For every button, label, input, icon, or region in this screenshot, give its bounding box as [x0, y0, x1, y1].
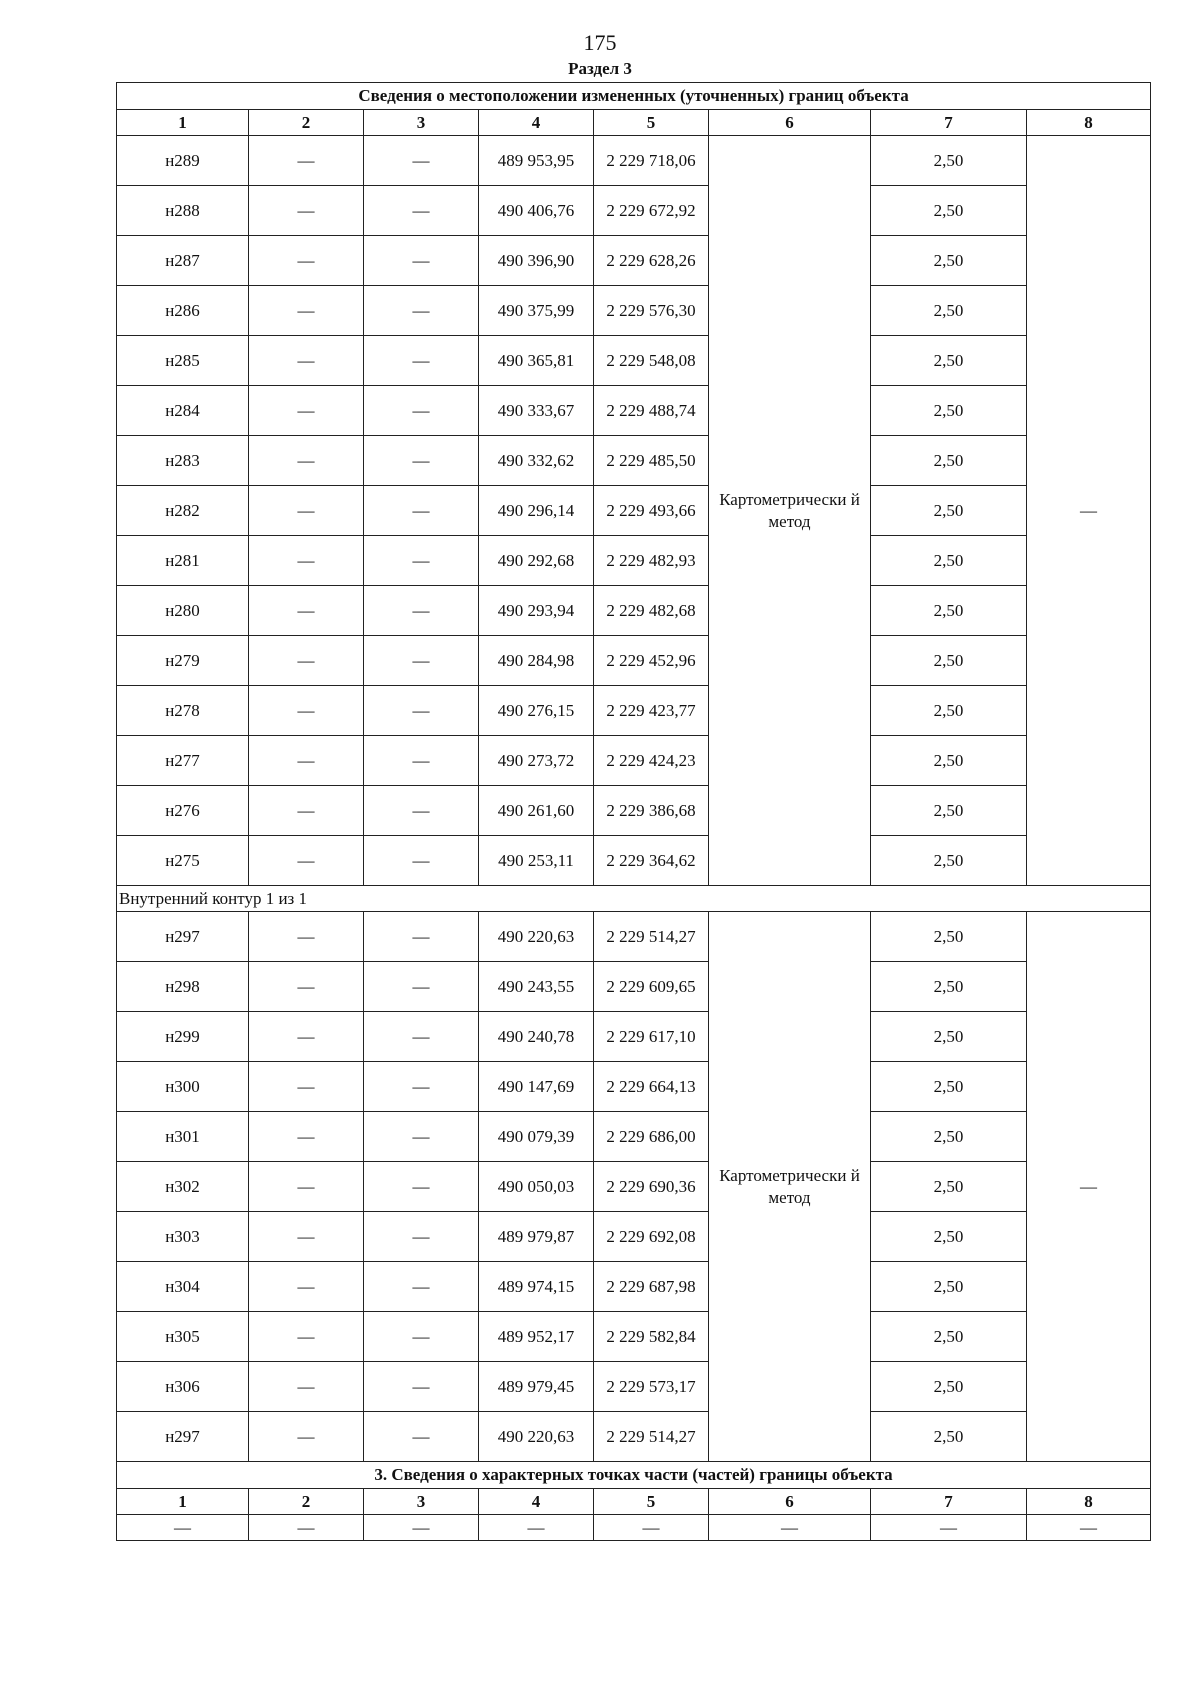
accuracy-cell: 2,50: [871, 962, 1027, 1012]
col3-cell: —: [364, 836, 479, 886]
empty-cell: —: [709, 1515, 871, 1541]
table-row: [117, 836, 1151, 886]
col3-cell: —: [364, 962, 479, 1012]
table-row: [117, 786, 1151, 836]
col2-cell: —: [249, 136, 364, 186]
y-coordinate-cell: 2 229 514,27: [594, 1412, 709, 1462]
sub-column-header-2: 2: [249, 1489, 364, 1515]
table-row: [117, 1012, 1151, 1062]
boundary-table: [116, 82, 1151, 1541]
sub-column-header-1: 1: [117, 1489, 249, 1515]
accuracy-cell: 2,50: [871, 786, 1027, 836]
col2-cell: —: [249, 286, 364, 336]
point-name-cell: н276: [117, 786, 249, 836]
y-coordinate-cell: 2 229 617,10: [594, 1012, 709, 1062]
col3-cell: —: [364, 1112, 479, 1162]
empty-parts-row: [117, 1515, 1151, 1541]
col2-cell: —: [249, 536, 364, 586]
x-coordinate-cell: 489 953,95: [479, 136, 594, 186]
accuracy-cell: 2,50: [871, 1112, 1027, 1162]
point-name-cell: н304: [117, 1262, 249, 1312]
x-coordinate-cell: 489 979,45: [479, 1362, 594, 1412]
x-coordinate-cell: 490 050,03: [479, 1162, 594, 1212]
accuracy-cell: 2,50: [871, 536, 1027, 586]
table-row: [117, 1212, 1151, 1262]
y-coordinate-cell: 2 229 514,27: [594, 912, 709, 962]
point-name-cell: н277: [117, 736, 249, 786]
x-coordinate-cell: 490 296,14: [479, 486, 594, 536]
y-coordinate-cell: 2 229 386,68: [594, 786, 709, 836]
x-coordinate-cell: 490 375,99: [479, 286, 594, 336]
point-name-cell: н280: [117, 586, 249, 636]
table-row: [117, 286, 1151, 336]
col2-cell: —: [249, 1112, 364, 1162]
col2-cell: —: [249, 636, 364, 686]
table-row: [117, 386, 1151, 436]
x-coordinate-cell: 490 273,72: [479, 736, 594, 786]
column-header-7: 7: [871, 110, 1027, 136]
y-coordinate-cell: 2 229 582,84: [594, 1312, 709, 1362]
col3-cell: —: [364, 536, 479, 586]
y-coordinate-cell: 2 229 692,08: [594, 1212, 709, 1262]
table-row: [117, 736, 1151, 786]
table-row: [117, 1112, 1151, 1162]
x-coordinate-cell: 490 406,76: [479, 186, 594, 236]
col3-cell: —: [364, 1412, 479, 1462]
table-row: [117, 962, 1151, 1012]
col2-cell: —: [249, 1212, 364, 1262]
section-title: Раздел 3: [568, 59, 632, 78]
col3-cell: —: [364, 186, 479, 236]
col2-cell: —: [249, 186, 364, 236]
point-name-cell: н297: [117, 1412, 249, 1462]
table-row: [117, 336, 1151, 386]
col2-cell: —: [249, 962, 364, 1012]
x-coordinate-cell: 490 292,68: [479, 536, 594, 586]
col3-cell: —: [364, 1062, 479, 1112]
col3-cell: —: [364, 786, 479, 836]
empty-cell: —: [1027, 1515, 1151, 1541]
empty-cell: —: [594, 1515, 709, 1541]
table-row: [117, 686, 1151, 736]
col2-cell: —: [249, 586, 364, 636]
point-name-cell: н281: [117, 536, 249, 586]
column-header-row: [117, 110, 1151, 136]
y-coordinate-cell: 2 229 485,50: [594, 436, 709, 486]
accuracy-cell: 2,50: [871, 636, 1027, 686]
x-coordinate-cell: 490 261,60: [479, 786, 594, 836]
col2-cell: —: [249, 336, 364, 386]
x-coordinate-cell: 490 333,67: [479, 386, 594, 436]
col3-cell: —: [364, 736, 479, 786]
sub-header-row: [117, 1489, 1151, 1515]
point-name-cell: н305: [117, 1312, 249, 1362]
col2-cell: —: [249, 236, 364, 286]
page-number: 175: [583, 30, 617, 55]
accuracy-cell: 2,50: [871, 486, 1027, 536]
col3-cell: —: [364, 912, 479, 962]
point-name-cell: н275: [117, 836, 249, 886]
point-name-cell: н288: [117, 186, 249, 236]
sub-column-header-6: 6: [709, 1489, 871, 1515]
point-name-cell: н298: [117, 962, 249, 1012]
empty-cell: —: [249, 1515, 364, 1541]
table-row: [117, 912, 1151, 962]
y-coordinate-cell: 2 229 672,92: [594, 186, 709, 236]
point-name-cell: н287: [117, 236, 249, 286]
point-name-cell: н306: [117, 1362, 249, 1412]
table-row: [117, 1312, 1151, 1362]
point-name-cell: н285: [117, 336, 249, 386]
point-name-cell: н302: [117, 1162, 249, 1212]
col2-cell: —: [249, 386, 364, 436]
y-coordinate-cell: 2 229 482,93: [594, 536, 709, 586]
col3-cell: —: [364, 136, 479, 186]
x-coordinate-cell: 490 079,39: [479, 1112, 594, 1162]
x-coordinate-cell: 490 293,94: [479, 586, 594, 636]
col8-cell: —: [1027, 136, 1151, 886]
point-name-cell: н289: [117, 136, 249, 186]
accuracy-cell: 2,50: [871, 1162, 1027, 1212]
col2-cell: —: [249, 1012, 364, 1062]
col3-cell: —: [364, 436, 479, 486]
table-row: [117, 636, 1151, 686]
point-name-cell: н300: [117, 1062, 249, 1112]
col2-cell: —: [249, 1362, 364, 1412]
col2-cell: —: [249, 836, 364, 886]
sub-column-header-8: 8: [1027, 1489, 1151, 1515]
table-row: [117, 486, 1151, 536]
x-coordinate-cell: 490 365,81: [479, 336, 594, 386]
col2-cell: —: [249, 436, 364, 486]
table-row: [117, 1262, 1151, 1312]
column-header-8: 8: [1027, 110, 1151, 136]
col2-cell: —: [249, 1412, 364, 1462]
table-row: [117, 1362, 1151, 1412]
accuracy-cell: 2,50: [871, 1262, 1027, 1312]
accuracy-cell: 2,50: [871, 286, 1027, 336]
y-coordinate-cell: 2 229 424,23: [594, 736, 709, 786]
table-title: Сведения о местоположении измененных (уточненных) границ объекта: [117, 83, 1151, 110]
point-name-cell: н283: [117, 436, 249, 486]
col3-cell: —: [364, 1212, 479, 1262]
x-coordinate-cell: 490 220,63: [479, 912, 594, 962]
col2-cell: —: [249, 786, 364, 836]
col3-cell: —: [364, 586, 479, 636]
x-coordinate-cell: 490 284,98: [479, 636, 594, 686]
accuracy-cell: 2,50: [871, 586, 1027, 636]
method-cell: Картометрически й метод: [709, 136, 871, 886]
table-title-row: [117, 83, 1151, 110]
x-coordinate-cell: 490 220,63: [479, 1412, 594, 1462]
sub-column-header-7: 7: [871, 1489, 1027, 1515]
accuracy-cell: 2,50: [871, 1412, 1027, 1462]
y-coordinate-cell: 2 229 573,17: [594, 1362, 709, 1412]
y-coordinate-cell: 2 229 628,26: [594, 236, 709, 286]
column-header-5: 5: [594, 110, 709, 136]
table-row: [117, 236, 1151, 286]
accuracy-cell: 2,50: [871, 1312, 1027, 1362]
col2-cell: —: [249, 912, 364, 962]
y-coordinate-cell: 2 229 364,62: [594, 836, 709, 886]
point-name-cell: н297: [117, 912, 249, 962]
y-coordinate-cell: 2 229 493,66: [594, 486, 709, 536]
x-coordinate-cell: 490 396,90: [479, 236, 594, 286]
accuracy-cell: 2,50: [871, 436, 1027, 486]
accuracy-cell: 2,50: [871, 386, 1027, 436]
accuracy-cell: 2,50: [871, 912, 1027, 962]
table-row: [117, 186, 1151, 236]
x-coordinate-cell: 490 147,69: [479, 1062, 594, 1112]
accuracy-cell: 2,50: [871, 736, 1027, 786]
accuracy-cell: 2,50: [871, 136, 1027, 186]
y-coordinate-cell: 2 229 609,65: [594, 962, 709, 1012]
point-name-cell: н278: [117, 686, 249, 736]
y-coordinate-cell: 2 229 452,96: [594, 636, 709, 686]
accuracy-cell: 2,50: [871, 1012, 1027, 1062]
col3-cell: —: [364, 1312, 479, 1362]
empty-cell: —: [364, 1515, 479, 1541]
accuracy-cell: 2,50: [871, 236, 1027, 286]
point-name-cell: н299: [117, 1012, 249, 1062]
column-header-2: 2: [249, 110, 364, 136]
accuracy-cell: 2,50: [871, 336, 1027, 386]
sub-column-header-5: 5: [594, 1489, 709, 1515]
point-name-cell: н279: [117, 636, 249, 686]
point-name-cell: н301: [117, 1112, 249, 1162]
col3-cell: —: [364, 486, 479, 536]
table-row: [117, 536, 1151, 586]
column-header-3: 3: [364, 110, 479, 136]
x-coordinate-cell: 490 276,15: [479, 686, 594, 736]
column-header-4: 4: [479, 110, 594, 136]
x-coordinate-cell: 490 240,78: [479, 1012, 594, 1062]
col3-cell: —: [364, 286, 479, 336]
y-coordinate-cell: 2 229 488,74: [594, 386, 709, 436]
y-coordinate-cell: 2 229 548,08: [594, 336, 709, 386]
sub-column-header-3: 3: [364, 1489, 479, 1515]
col8-cell: —: [1027, 912, 1151, 1462]
accuracy-cell: 2,50: [871, 836, 1027, 886]
accuracy-cell: 2,50: [871, 1062, 1027, 1112]
accuracy-cell: 2,50: [871, 186, 1027, 236]
y-coordinate-cell: 2 229 482,68: [594, 586, 709, 636]
point-name-cell: н282: [117, 486, 249, 536]
empty-cell: —: [117, 1515, 249, 1541]
accuracy-cell: 2,50: [871, 1212, 1027, 1262]
empty-cell: —: [871, 1515, 1027, 1541]
x-coordinate-cell: 490 243,55: [479, 962, 594, 1012]
contour-label: Внутренний контур 1 из 1: [117, 886, 1151, 912]
col2-cell: —: [249, 686, 364, 736]
table-row: [117, 136, 1151, 186]
table-row: [117, 1162, 1151, 1212]
table-row: [117, 436, 1151, 486]
col2-cell: —: [249, 1312, 364, 1362]
col3-cell: —: [364, 686, 479, 736]
accuracy-cell: 2,50: [871, 686, 1027, 736]
col3-cell: —: [364, 336, 479, 386]
col3-cell: —: [364, 636, 479, 686]
y-coordinate-cell: 2 229 686,00: [594, 1112, 709, 1162]
col3-cell: —: [364, 386, 479, 436]
col2-cell: —: [249, 1062, 364, 1112]
col3-cell: —: [364, 1162, 479, 1212]
contour-label-row: [117, 886, 1151, 912]
x-coordinate-cell: 490 332,62: [479, 436, 594, 486]
empty-cell: —: [479, 1515, 594, 1541]
col3-cell: —: [364, 1362, 479, 1412]
y-coordinate-cell: 2 229 690,36: [594, 1162, 709, 1212]
x-coordinate-cell: 489 974,15: [479, 1262, 594, 1312]
col3-cell: —: [364, 1012, 479, 1062]
accuracy-cell: 2,50: [871, 1362, 1027, 1412]
column-header-1: 1: [117, 110, 249, 136]
method-cell: Картометрически й метод: [709, 912, 871, 1462]
y-coordinate-cell: 2 229 718,06: [594, 136, 709, 186]
col2-cell: —: [249, 486, 364, 536]
x-coordinate-cell: 489 952,17: [479, 1312, 594, 1362]
column-header-6: 6: [709, 110, 871, 136]
y-coordinate-cell: 2 229 423,77: [594, 686, 709, 736]
y-coordinate-cell: 2 229 664,13: [594, 1062, 709, 1112]
col2-cell: —: [249, 1262, 364, 1312]
subsection-title-row: [117, 1462, 1151, 1489]
subsection-title: 3. Сведения о характерных точках части (частей) границы объекта: [117, 1462, 1151, 1489]
x-coordinate-cell: 490 253,11: [479, 836, 594, 886]
point-name-cell: н286: [117, 286, 249, 336]
col2-cell: —: [249, 736, 364, 786]
col3-cell: —: [364, 1262, 479, 1312]
col3-cell: —: [364, 236, 479, 286]
col2-cell: —: [249, 1162, 364, 1212]
table-row: [117, 1062, 1151, 1112]
x-coordinate-cell: 489 979,87: [479, 1212, 594, 1262]
y-coordinate-cell: 2 229 576,30: [594, 286, 709, 336]
point-name-cell: н303: [117, 1212, 249, 1262]
table-row: [117, 586, 1151, 636]
y-coordinate-cell: 2 229 687,98: [594, 1262, 709, 1312]
sub-column-header-4: 4: [479, 1489, 594, 1515]
point-name-cell: н284: [117, 386, 249, 436]
table-row: [117, 1412, 1151, 1462]
